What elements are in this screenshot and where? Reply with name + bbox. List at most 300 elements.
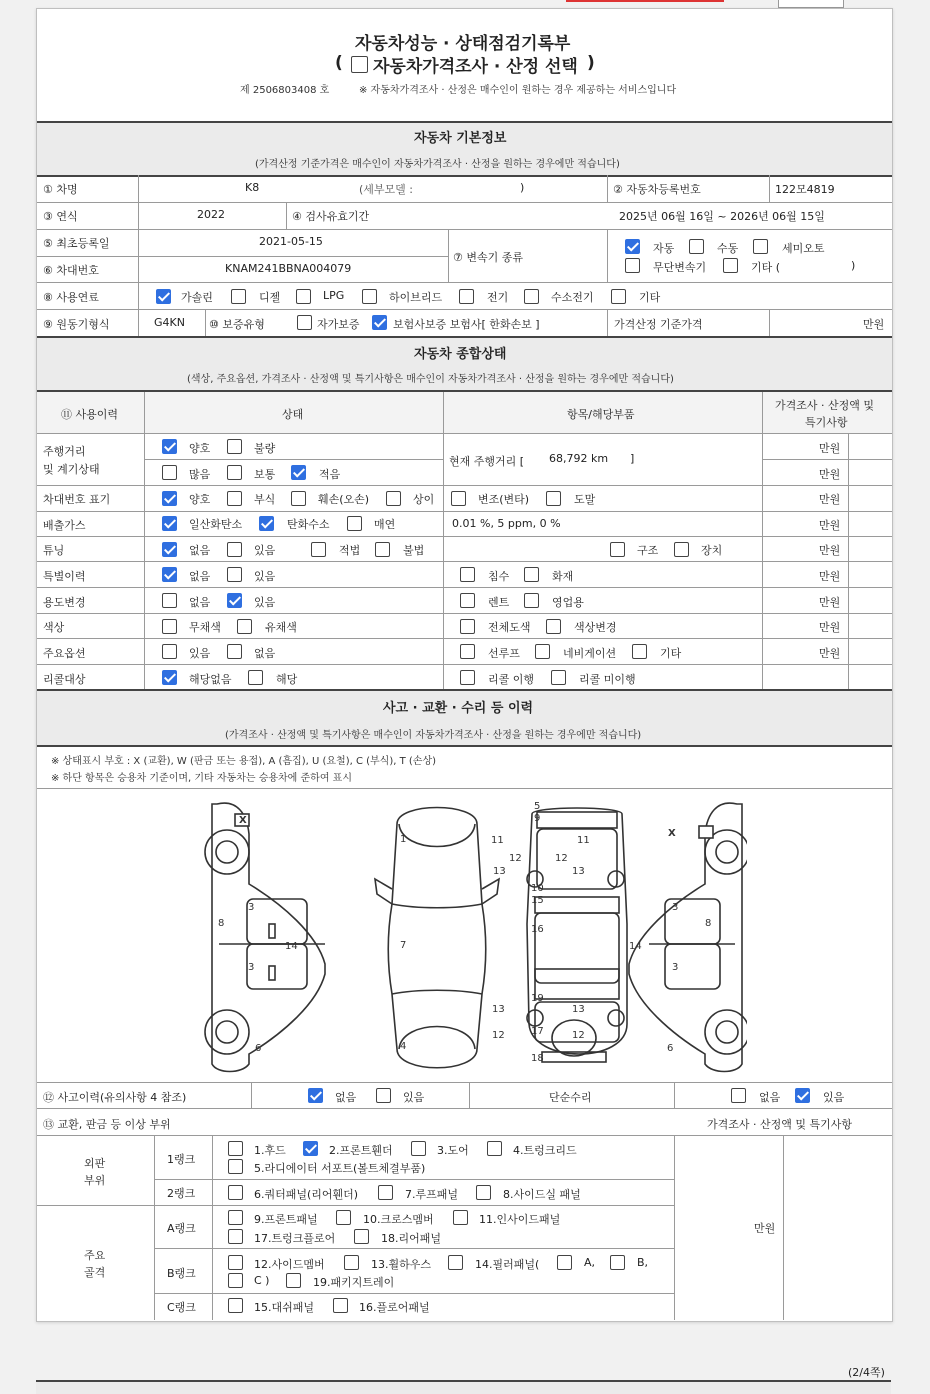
fuel-hydrogen-label: 수소전기 xyxy=(551,291,594,304)
diagram-label-3: 3 xyxy=(248,902,255,913)
plate-good-checkbox[interactable] xyxy=(162,491,177,506)
diagram-label-6: 6 xyxy=(255,1043,262,1054)
hc-label: 탄화수소 xyxy=(287,518,330,531)
accident-none-label: 없음 xyxy=(335,1091,357,1104)
emission-price-unit: 만원 xyxy=(819,519,841,532)
rule xyxy=(154,1179,674,1180)
emission-values: 0.01 %, 5 ppm, 0 % xyxy=(452,517,561,530)
recall-label: 리콜대상 xyxy=(43,673,86,686)
warranty-insurance-label: 보험사보증 보험사[ 한화손보 ] xyxy=(393,318,540,331)
usage-exists-label: 있음 xyxy=(254,596,276,609)
mileage-few-label: 적음 xyxy=(319,468,341,481)
col-item: 항목/해당부품 xyxy=(567,408,635,421)
plate-damage-checkbox[interactable] xyxy=(291,491,306,506)
main-label2: 골격 xyxy=(84,1266,106,1279)
rent-label: 렌트 xyxy=(488,596,510,609)
diagram-label-13b: 13 xyxy=(572,866,585,877)
tuning-price-unit: 만원 xyxy=(819,544,841,557)
mileage-many-checkbox[interactable] xyxy=(162,465,177,480)
fuel-label: ⑧ 사용연료 xyxy=(43,291,99,304)
rule xyxy=(37,282,892,283)
diagram-label-5: 5 xyxy=(534,801,541,812)
page-title: 자동차성능 · 상태점검기록부 xyxy=(355,34,571,54)
basic-info-note: (가격산정 기준가격은 매수인이 자동차가격조사 · 산정을 원하는 경우에만 적습니다) xyxy=(255,159,620,170)
rule xyxy=(37,202,892,203)
left-side-view xyxy=(205,803,325,1071)
color-change-label: 색상변경 xyxy=(574,621,617,634)
reg-no-value: 122모4819 xyxy=(775,183,835,196)
recall-yes-label: 해당 xyxy=(276,673,298,686)
rule xyxy=(37,309,892,310)
chromatic-checkbox[interactable] xyxy=(237,619,252,634)
plate-damage-label: 훼손(오손) xyxy=(318,493,370,506)
rule xyxy=(37,229,892,230)
trans-other-close: ) xyxy=(851,259,856,272)
part-radiator-support-checkbox[interactable] xyxy=(228,1159,243,1174)
special-exists-checkbox[interactable] xyxy=(227,567,242,582)
gauge-bad-checkbox[interactable] xyxy=(227,439,242,454)
recall-done-checkbox[interactable] xyxy=(460,670,475,685)
rule xyxy=(37,788,892,789)
part-cross-member-checkbox[interactable] xyxy=(336,1210,351,1225)
trans-manual-checkbox[interactable] xyxy=(689,239,704,254)
tuning-exists-label: 있음 xyxy=(254,544,276,557)
diagram-label-4: 4 xyxy=(400,1041,407,1052)
option-exists-label: 있음 xyxy=(189,647,211,660)
first-reg-value: 2021-05-15 xyxy=(259,235,323,248)
color-label: 색상 xyxy=(43,621,65,634)
mileage-normal-label: 보통 xyxy=(254,468,276,481)
smoke-label: 매연 xyxy=(374,518,396,531)
year-value: 2022 xyxy=(197,208,225,221)
gauge-bad-label: 불량 xyxy=(254,442,276,455)
diagram-label-11b: 11 xyxy=(577,835,590,846)
navigation-checkbox[interactable] xyxy=(535,644,550,659)
part-pillar-a-label: A, xyxy=(584,1256,596,1269)
rankC-label: C랭크 xyxy=(167,1301,196,1314)
rule xyxy=(144,392,145,689)
subtitle-close-paren: ) xyxy=(587,53,595,73)
validity-label: ④ 검사유효기간 xyxy=(292,210,370,223)
rule xyxy=(769,309,770,336)
rule xyxy=(37,511,892,512)
rule xyxy=(443,392,444,689)
part-side-sill-checkbox[interactable] xyxy=(476,1185,491,1200)
warranty-label: ⑩ 보증유형 xyxy=(209,318,265,331)
repair-none-label: 없음 xyxy=(759,1091,781,1104)
engine-label: ⑨ 원동기형식 xyxy=(43,318,110,331)
part-floor-panel-label: 16.플로어패널 xyxy=(359,1301,430,1314)
status-title: 자동차 종합상태 xyxy=(414,347,507,362)
diagram-label-13c: 13 xyxy=(492,1004,505,1015)
gauge-price-unit: 만원 xyxy=(819,442,841,455)
part-side-member-checkbox[interactable] xyxy=(228,1255,243,1270)
model-detail-label: (세부모델 : xyxy=(359,183,413,196)
part-trunk-floor-checkbox[interactable] xyxy=(228,1229,243,1244)
diagram-label-7: 7 xyxy=(400,940,407,951)
trans-auto-label: 자동 xyxy=(653,242,675,255)
tuning-structure-checkbox[interactable] xyxy=(610,542,625,557)
tuning-illegal-label: 불법 xyxy=(403,544,425,557)
diagram-label-8b: 8 xyxy=(705,918,712,929)
diagram-label-17: 17 xyxy=(531,1026,544,1037)
special-none-label: 없음 xyxy=(189,570,211,583)
car-name-value: K8 xyxy=(245,181,260,194)
special-none-checkbox[interactable] xyxy=(162,567,177,582)
outer-label2: 부위 xyxy=(84,1174,106,1187)
option-other-checkbox[interactable] xyxy=(632,644,647,659)
fuel-other-checkbox[interactable] xyxy=(611,289,626,304)
plate-diff-checkbox[interactable] xyxy=(386,491,401,506)
rule xyxy=(37,664,892,665)
tuning-label: 튜닝 xyxy=(43,544,65,557)
car-name-label: ① 차명 xyxy=(43,183,78,196)
part-front-fender-checkbox[interactable] xyxy=(303,1141,318,1156)
mileage-many-label: 많음 xyxy=(189,468,211,481)
fuel-hybrid-checkbox[interactable] xyxy=(362,289,377,304)
rank1-label: 1랭크 xyxy=(167,1153,196,1166)
rule xyxy=(37,613,892,614)
part-wheel-house-label: 13.휠하우스 xyxy=(371,1258,431,1271)
subtitle-open-paren: ( xyxy=(335,53,343,73)
part-door-checkbox[interactable] xyxy=(411,1141,426,1156)
model-detail-close: ) xyxy=(520,181,525,194)
diagram-label-12b: 12 xyxy=(555,853,568,864)
gauge-good-label: 양호 xyxy=(189,442,211,455)
reg-no-label: ② 자동차등록번호 xyxy=(613,183,701,196)
rule xyxy=(154,1293,674,1294)
trans-other-label: 기타 ( xyxy=(751,261,781,274)
rule xyxy=(607,309,608,336)
accident-title: 사고 · 교환 · 수리 등 이력 xyxy=(383,701,534,716)
diagram-label-15: 15 xyxy=(531,895,544,906)
page-number: (2/4쪽) xyxy=(848,1366,885,1379)
odometer-label: 주행거리 xyxy=(43,445,86,458)
usage-exists-checkbox[interactable] xyxy=(227,593,242,608)
achromatic-checkbox[interactable] xyxy=(162,619,177,634)
fuel-diesel-checkbox[interactable] xyxy=(231,289,246,304)
rule xyxy=(37,433,892,434)
transmission-label: ⑦ 변속기 종류 xyxy=(453,251,523,264)
trans-auto-checkbox[interactable] xyxy=(625,239,640,254)
recall-yes-checkbox[interactable] xyxy=(248,670,263,685)
recall-none-checkbox[interactable] xyxy=(162,670,177,685)
rank2-label: 2랭크 xyxy=(167,1187,196,1200)
fuel-lpg-label: LPG xyxy=(323,289,345,302)
part-trunk-lid-label: 4.트렁크리드 xyxy=(513,1144,577,1157)
part-cross-member-label: 10.크로스멤버 xyxy=(363,1213,434,1226)
plate-alter-checkbox[interactable] xyxy=(451,491,466,506)
option-price-unit: 만원 xyxy=(819,647,841,660)
part-front-fender-label: 2.프론트휀더 xyxy=(329,1144,393,1157)
part-pillar-b-checkbox[interactable] xyxy=(610,1255,625,1270)
part-pillar-c-checkbox[interactable] xyxy=(228,1273,243,1288)
first-reg-label: ⑤ 최초등록일 xyxy=(43,237,110,250)
service-note: ※ 자동차가격조사 · 산정은 매수인이 원하는 경우 제공하는 서비스입니다 xyxy=(359,85,677,96)
tuning-none-checkbox[interactable] xyxy=(162,542,177,557)
option-none-checkbox[interactable] xyxy=(227,644,242,659)
emission-label: 배출가스 xyxy=(43,519,86,532)
accident-exists-label: 있음 xyxy=(403,1091,425,1104)
rule xyxy=(37,536,892,537)
rule xyxy=(37,1082,892,1083)
part-radiator-support-label: 5.라디에이터 서포트(볼트체결부품) xyxy=(254,1162,426,1175)
fire-checkbox[interactable] xyxy=(524,567,539,582)
chromatic-label: 유채색 xyxy=(265,621,297,634)
plate-price-unit: 만원 xyxy=(819,493,841,506)
rule xyxy=(783,1135,784,1320)
simple-repair-label: 단순수리 xyxy=(549,1091,592,1104)
rule xyxy=(607,229,608,282)
top-highlight-bar xyxy=(566,0,724,2)
rule xyxy=(37,175,892,177)
diagram-label-6b: 6 xyxy=(667,1043,674,1054)
diagram-label-12c: 12 xyxy=(492,1030,505,1041)
warranty-self-label: 자가보증 xyxy=(317,318,360,331)
accident-exists-checkbox[interactable] xyxy=(376,1088,391,1103)
trans-cvt-checkbox[interactable] xyxy=(625,258,640,273)
rule xyxy=(769,175,770,202)
recall-none-label: 해당없음 xyxy=(189,673,232,686)
mileage-prefix: 현재 주행거리 [ xyxy=(449,455,525,468)
outer-label: 외판 xyxy=(84,1157,106,1170)
rule xyxy=(37,638,892,639)
hc-checkbox[interactable] xyxy=(259,516,274,531)
recall-not-checkbox[interactable] xyxy=(551,670,566,685)
color-price-unit: 만원 xyxy=(819,621,841,634)
part-pillar-b-label: B, xyxy=(637,1256,649,1269)
year-label: ③ 연식 xyxy=(43,210,78,223)
rule xyxy=(138,175,139,336)
accident-none-checkbox[interactable] xyxy=(308,1088,323,1103)
rule xyxy=(144,459,443,460)
part-inside-panel-checkbox[interactable] xyxy=(453,1210,468,1225)
tuning-none-label: 없음 xyxy=(189,544,211,557)
part-front-panel-checkbox[interactable] xyxy=(228,1210,243,1225)
trans-cvt-label: 무단변속기 xyxy=(653,261,707,274)
diagram-label-8: 8 xyxy=(218,918,225,929)
rule xyxy=(469,1082,470,1108)
part-rear-panel-label: 18.리어패널 xyxy=(381,1232,441,1245)
parts-price-unit: 만원 xyxy=(754,1222,776,1235)
price-basis-unit: 만원 xyxy=(863,318,885,331)
smoke-checkbox[interactable] xyxy=(347,516,362,531)
diagram-label-3c: 3 xyxy=(672,902,679,913)
repair-exists-checkbox[interactable] xyxy=(795,1088,810,1103)
parts-price-note: 가격조사 · 산정액 및 특기사항 xyxy=(707,1118,852,1131)
diagram-label-12d: 12 xyxy=(572,1030,585,1041)
usage-none-label: 없음 xyxy=(189,596,211,609)
rule xyxy=(762,459,892,460)
flood-label: 침수 xyxy=(488,570,510,583)
tuning-illegal-checkbox[interactable] xyxy=(375,542,390,557)
co-label: 일산화탄소 xyxy=(189,518,243,531)
rule xyxy=(154,1248,674,1249)
sunroof-checkbox[interactable] xyxy=(460,644,475,659)
part-roof-panel-checkbox[interactable] xyxy=(378,1185,393,1200)
part-front-panel-label: 9.프론트패널 xyxy=(254,1213,318,1226)
left-mark-x: X xyxy=(239,815,247,826)
part-trunk-lid-checkbox[interactable] xyxy=(487,1141,502,1156)
tuning-exists-checkbox[interactable] xyxy=(227,542,242,557)
gauge-good-checkbox[interactable] xyxy=(162,439,177,454)
rule xyxy=(37,1135,892,1136)
part-package-tray-checkbox[interactable] xyxy=(286,1273,301,1288)
option-exists-checkbox[interactable] xyxy=(162,644,177,659)
diagram-label-1: 1 xyxy=(400,834,407,845)
diagram-label-19: 19 xyxy=(531,993,544,1004)
subtitle-text: 자동차가격조사 · 산정 선택 xyxy=(373,57,578,77)
rankA-label: A랭크 xyxy=(167,1222,196,1235)
fuel-diesel-label: 디젤 xyxy=(259,291,281,304)
tuning-device-label: 장치 xyxy=(701,544,723,557)
part-side-member-label: 12.사이드멤버 xyxy=(254,1258,325,1271)
underbody-view xyxy=(527,808,627,1062)
tuning-legal-checkbox[interactable] xyxy=(311,542,326,557)
usage-label: 용도변경 xyxy=(43,596,86,609)
part-pillar-panel-checkbox[interactable] xyxy=(448,1255,463,1270)
status-column-headers xyxy=(37,392,892,433)
price-basis-label: 가격산정 기준가격 xyxy=(614,318,703,331)
plate-corrode-checkbox[interactable] xyxy=(227,491,242,506)
main-label: 주요 xyxy=(84,1249,106,1262)
part-wheel-house-checkbox[interactable] xyxy=(344,1255,359,1270)
achromatic-label: 무채색 xyxy=(189,621,221,634)
special-price-unit: 만원 xyxy=(819,570,841,583)
status-note: (색상, 주요옵션, 가격조사 · 산정액 및 특기사항은 매수인이 자동차가격조사 · 산정을 원하는 경우에만 적습니다) xyxy=(187,374,674,385)
rule xyxy=(205,309,206,336)
mileage-few-checkbox[interactable] xyxy=(291,465,306,480)
part-inside-panel-label: 11.인사이드패널 xyxy=(479,1213,561,1226)
sunroof-label: 선루프 xyxy=(488,647,520,660)
repair-exists-label: 있음 xyxy=(823,1091,845,1104)
diagram-label-13d: 13 xyxy=(572,1004,585,1015)
navigation-label: 네비게이션 xyxy=(563,647,617,660)
color-change-checkbox[interactable] xyxy=(546,619,561,634)
accident-history-label: ⑫ 사고이력(유의사항 4 참조) xyxy=(43,1091,187,1104)
diagram-label-9: 9 xyxy=(534,813,541,824)
rent-checkbox[interactable] xyxy=(460,593,475,608)
rule xyxy=(37,745,892,747)
trans-other-checkbox[interactable] xyxy=(723,258,738,273)
legend-symbols: ※ 상태표시 부호 : X (교환), W (판금 또는 용접), A (흠집), U (요철), C (부식), T (손상) xyxy=(51,756,437,767)
rule xyxy=(37,256,448,257)
record-sheet xyxy=(36,8,893,1322)
part-pillar-a-checkbox[interactable] xyxy=(557,1255,572,1270)
part-hood-label: 1.후드 xyxy=(254,1144,286,1157)
rule xyxy=(251,1082,252,1108)
fuel-gasoline-checkbox[interactable] xyxy=(156,289,171,304)
repair-none-checkbox[interactable] xyxy=(731,1088,746,1103)
rule xyxy=(37,587,892,588)
plate-lost-label: 도말 xyxy=(574,493,596,506)
diagram-label-10: 10 xyxy=(531,883,544,894)
trans-manual-label: 수동 xyxy=(717,242,739,255)
right-side-view xyxy=(629,803,747,1071)
legend-passenger: ※ 하단 항목은 승용차 기준이며, 기타 자동차는 승용차에 준하여 표시 xyxy=(51,773,352,784)
part-side-sill-label: 8.사이드실 패널 xyxy=(503,1188,581,1201)
document-number: 제 2506803408 호 xyxy=(240,85,330,96)
special-label: 특별이력 xyxy=(43,570,86,583)
top-control-box xyxy=(778,0,844,8)
vin-value: KNAM241BBNA004079 xyxy=(225,262,352,275)
diagram-label-3b: 3 xyxy=(248,962,255,973)
plate-label: 차대번호 표기 xyxy=(43,493,111,506)
part-quarter-panel-label: 6.쿼터패널(리어휀더) xyxy=(254,1188,359,1201)
co-checkbox[interactable] xyxy=(162,516,177,531)
diagram-label-12: 12 xyxy=(509,853,522,864)
diagram-label-3d: 3 xyxy=(672,962,679,973)
part-door-label: 3.도어 xyxy=(437,1144,469,1157)
diagram-label-16: 16 xyxy=(531,924,544,935)
fuel-hybrid-label: 하이브리드 xyxy=(389,291,443,304)
fuel-electric-checkbox[interactable] xyxy=(459,289,474,304)
flood-checkbox[interactable] xyxy=(460,567,475,582)
right-mark-x: X xyxy=(668,828,676,839)
warranty-self-checkbox[interactable] xyxy=(297,315,312,330)
mileage-normal-checkbox[interactable] xyxy=(227,465,242,480)
fuel-lpg-checkbox[interactable] xyxy=(296,289,311,304)
basic-info-title: 자동차 기본정보 xyxy=(414,131,507,146)
option-other-label: 기타 xyxy=(660,647,682,660)
fire-label: 화재 xyxy=(552,570,574,583)
special-exists-label: 있음 xyxy=(254,570,276,583)
part-roof-panel-label: 7.루프패널 xyxy=(405,1188,458,1201)
fuel-electric-label: 전기 xyxy=(487,291,509,304)
part-quarter-panel-checkbox[interactable] xyxy=(228,1185,243,1200)
accident-note: (가격조사 · 산정액 및 특기사항은 매수인이 자동차가격조사 · 산정을 원하는 경우에만 적습니다) xyxy=(225,730,642,741)
recall-done-label: 리콜 이행 xyxy=(488,673,535,686)
recall-not-label: 리콜 미이행 xyxy=(579,673,636,686)
plate-lost-checkbox[interactable] xyxy=(546,491,561,506)
usage-none-checkbox[interactable] xyxy=(162,593,177,608)
vin-label: ⑥ 차대번호 xyxy=(43,264,99,277)
usage-price-unit: 만원 xyxy=(819,596,841,609)
part-dash-panel-checkbox[interactable] xyxy=(228,1298,243,1313)
warranty-insurance-checkbox[interactable] xyxy=(372,315,387,330)
part-package-tray-label: 19.패키지트레이 xyxy=(313,1276,395,1289)
part-pillar-panel-label: 14.필러패널( xyxy=(475,1258,540,1271)
part-rear-panel-checkbox[interactable] xyxy=(354,1229,369,1244)
price-service-checkbox[interactable] xyxy=(351,56,368,73)
part-dash-panel-label: 15.대쉬패널 xyxy=(254,1301,314,1314)
top-view xyxy=(375,808,499,1068)
option-none-label: 없음 xyxy=(254,647,276,660)
fuel-hydrogen-checkbox[interactable] xyxy=(524,289,539,304)
fuel-other-label: 기타 xyxy=(639,291,661,304)
business-label: 영업용 xyxy=(552,596,584,609)
part-floor-panel-checkbox[interactable] xyxy=(333,1298,348,1313)
tuning-structure-label: 구조 xyxy=(637,544,659,557)
tuning-device-checkbox[interactable] xyxy=(674,542,689,557)
odometer-label2: 및 계기상태 xyxy=(43,463,100,476)
col-price2: 특기사항 xyxy=(805,416,848,429)
full-paint-checkbox[interactable] xyxy=(460,619,475,634)
diagram-label-13: 13 xyxy=(493,866,506,877)
trans-semi-checkbox[interactable] xyxy=(753,239,768,254)
full-paint-label: 전체도색 xyxy=(488,621,531,634)
part-pillar-c-label: C ) xyxy=(254,1274,270,1287)
part-hood-checkbox[interactable] xyxy=(228,1141,243,1156)
rule xyxy=(37,1108,892,1109)
next-page-header xyxy=(36,1382,891,1394)
business-checkbox[interactable] xyxy=(524,593,539,608)
rule xyxy=(286,202,287,229)
rule xyxy=(37,485,892,486)
fuel-gasoline-label: 가솔린 xyxy=(181,291,213,304)
parts-label: ⑬ 교환, 판금 등 이상 부위 xyxy=(43,1118,171,1131)
mileage-price-unit: 만원 xyxy=(819,468,841,481)
